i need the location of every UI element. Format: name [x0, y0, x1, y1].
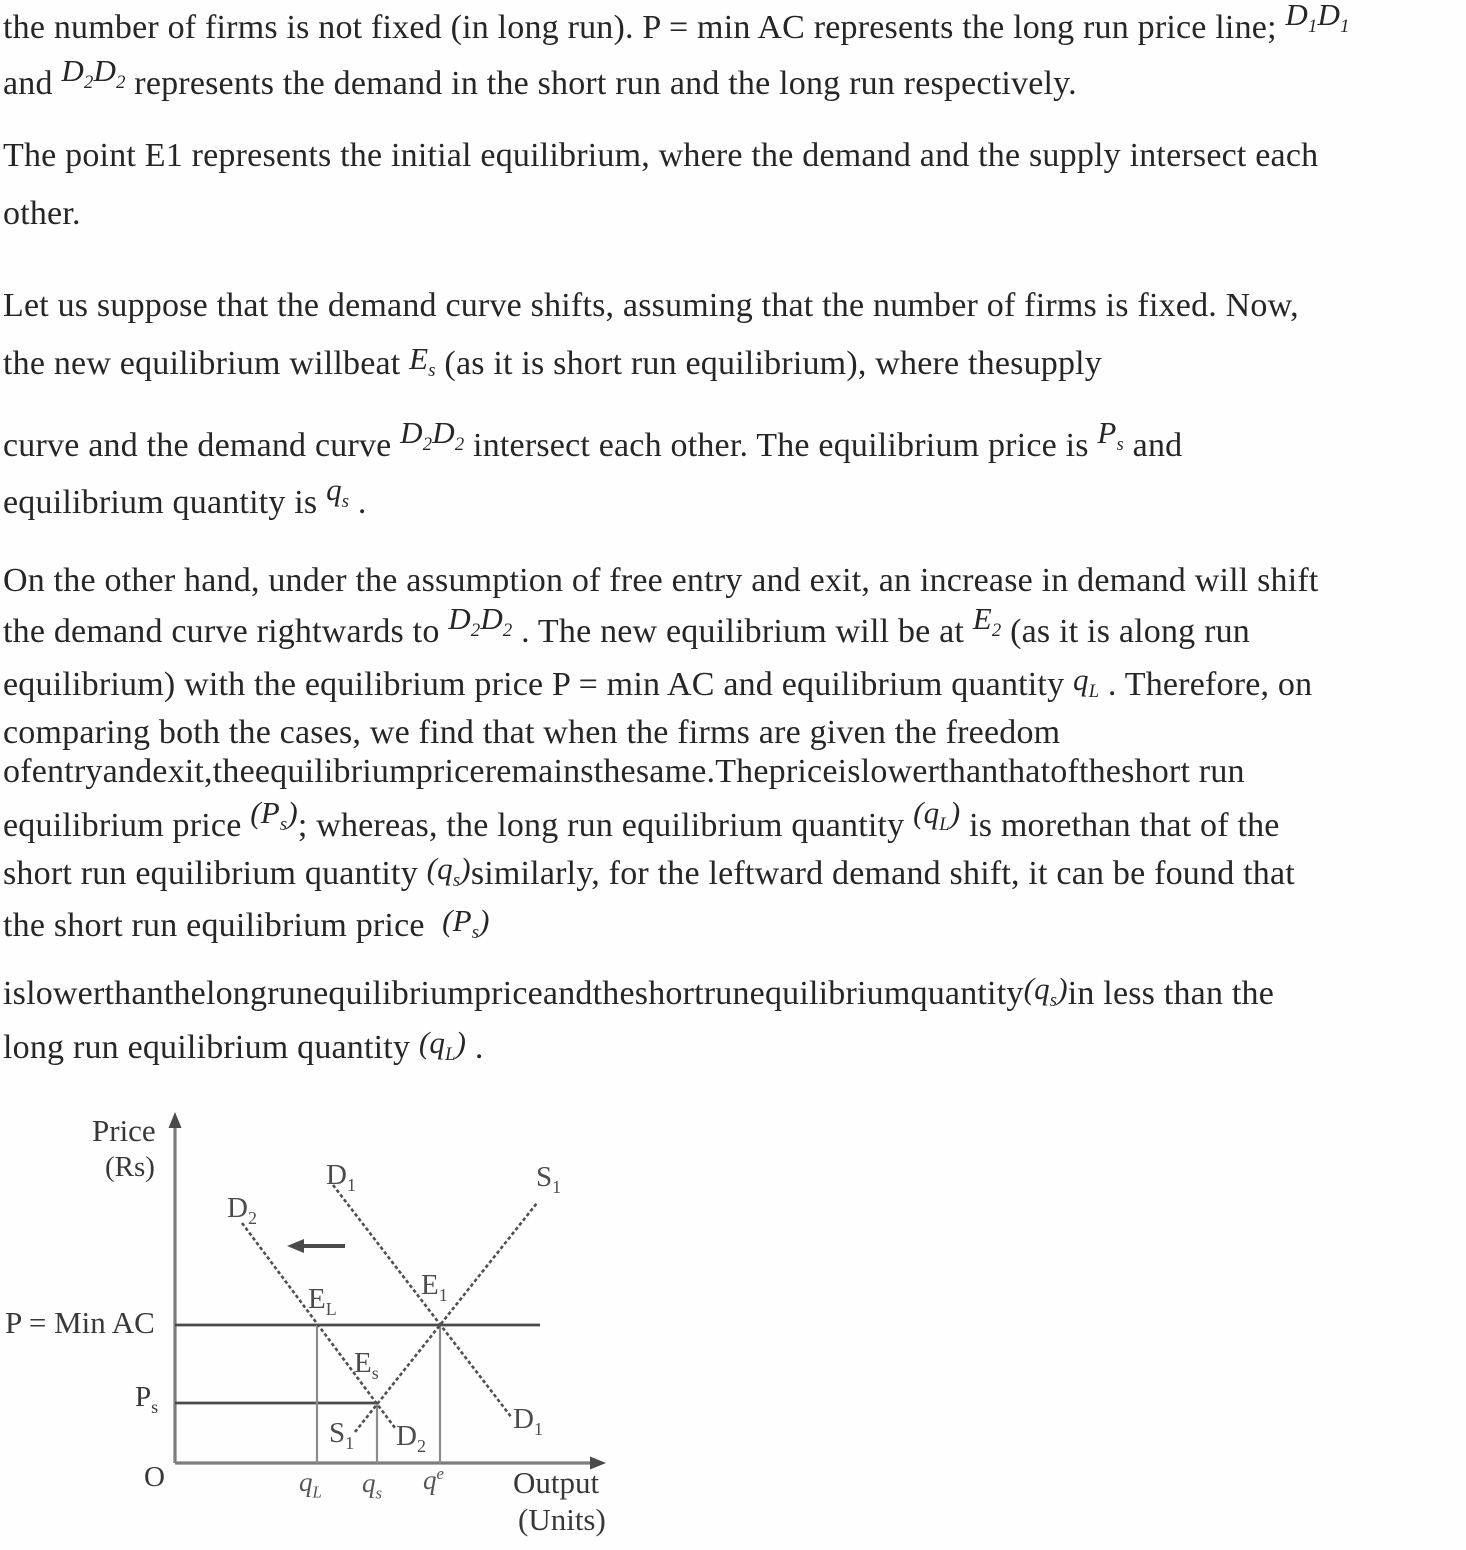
supply-curve-s1 — [355, 1203, 537, 1432]
text-line-15 — [3, 851, 1465, 897]
text-run: (as it is along run — [1001, 613, 1250, 650]
text-run: other. — [3, 195, 81, 232]
math-token-e2: $E_2$ — [972, 601, 1002, 642]
text-run: and — [1123, 427, 1183, 464]
math-token-ql-paren: $(q_L)$ — [418, 1025, 467, 1066]
text-line-5 — [3, 286, 1465, 326]
math-token-ps-paren: $(P_s)$ — [442, 903, 490, 944]
math-token-qs-paren: $(q_s)$ — [1023, 971, 1068, 1012]
text-run: and — [3, 65, 62, 102]
text-run: the number of firms is not fixed (in long run). P = min AC represents the long run price line; — [3, 9, 1286, 46]
math-token-d2d2: $D_2D_2$ — [448, 601, 513, 642]
text-line-6 — [3, 341, 1465, 387]
text-run: short run equilibrium quantity — [3, 855, 427, 892]
x-axis-unit: (Units) — [518, 1502, 606, 1537]
text-run: islowerthanthelongrunequilibriumpriceandtheshortrunequilibriumquantity — [3, 975, 1024, 1012]
text-line-17 — [3, 971, 1465, 1017]
text-line-4 — [3, 194, 1465, 234]
x-axis-title: Output — [513, 1465, 600, 1500]
text-line-11 — [3, 662, 1465, 708]
text-run: ofentryandexit,theequilibriumpriceremainsthesame.Thepriceislowerthanthatoftheshort run — [3, 753, 1245, 790]
text-line-16 — [3, 903, 1465, 949]
s1-top-label: $S_1$ — [536, 1161, 562, 1197]
text-run: . — [466, 1029, 484, 1066]
text-run: . Therefore, on — [1099, 666, 1313, 703]
text-run: The point E1 represents the initial equilibrium, where the demand and the supply intersect each — [3, 137, 1319, 174]
text-run: in less than the — [1067, 975, 1274, 1012]
d2-bottom-label: $D_2$ — [396, 1420, 426, 1456]
text-run: curve and the demand curve — [3, 427, 401, 464]
text-run: the demand curve rightwards to — [3, 613, 449, 650]
text-run: is morethan that of the — [960, 807, 1280, 844]
math-token-qs-paren: $(q_s)$ — [426, 851, 471, 892]
math-token-d2d2: $D_2D_2$ — [61, 53, 126, 94]
text-run: similarly, for the leftward demand shift, it can be found that — [470, 855, 1295, 892]
text-line-2 — [3, 53, 1465, 107]
text-line-8 — [3, 472, 1465, 526]
text-run: the new equilibrium willbeat — [3, 345, 410, 382]
text-line-3 — [3, 136, 1465, 176]
qe-tick-label: $q^e$ — [423, 1464, 444, 1495]
left-arrowhead-icon — [287, 1239, 304, 1253]
text-run: comparing both the cases, we find that when the firms are given the freedom — [3, 714, 1061, 751]
text-run: long run equilibrium quantity — [3, 1029, 419, 1066]
text-line-13 — [3, 752, 1465, 792]
text-run: Let us suppose that the demand curve shifts, assuming that the number of firms is fixed. Now, — [3, 287, 1299, 324]
el-point-label: $E_L$ — [308, 1283, 337, 1319]
text-run: . — [349, 484, 367, 521]
ps-axis-label: $P_s$ — [135, 1381, 159, 1417]
text-line-10 — [3, 601, 1465, 655]
math-token-ps-paren: $(P_s)$ — [250, 795, 298, 836]
math-token-d2d2: $D_2D_2$ — [400, 415, 465, 456]
d1-bottom-label: $D_1$ — [513, 1403, 543, 1439]
text-line-1 — [3, 0, 1465, 51]
e1-point-label: $E_1$ — [421, 1269, 448, 1305]
min-ac-label: P = Min AC — [5, 1305, 155, 1340]
qs-tick-label: $q_s$ — [362, 1468, 383, 1503]
equilibrium-diagram — [0, 1095, 660, 1550]
text-run: equilibrium quantity is — [3, 484, 327, 521]
text-line-7 — [3, 415, 1465, 469]
text-run: equilibrium price — [3, 807, 251, 844]
text-line-18 — [3, 1025, 1465, 1071]
text-run: (as it is short run equilibrium), where thesupply — [435, 345, 1103, 382]
origin-label: O — [144, 1461, 165, 1493]
y-axis-unit: (Rs) — [105, 1151, 155, 1183]
text-run: the short run equilibrium price — [3, 907, 443, 944]
math-token-ql: $q_L$ — [1072, 662, 1100, 703]
text-run: represents the demand in the short run and the long run respectively. — [125, 65, 1077, 102]
es-point-label: $E_s$ — [354, 1347, 379, 1383]
s1-bottom-label: $S_1$ — [329, 1417, 355, 1453]
text-run: . The new equilibrium will be at — [512, 613, 973, 650]
text-run: ; whereas, the long run equilibrium quantity — [297, 807, 914, 844]
math-token-ps: $P_s$ — [1097, 415, 1124, 456]
d1-top-label: $D_1$ — [326, 1159, 356, 1195]
text-line-14 — [3, 795, 1465, 849]
math-token-qs: $q_s$ — [326, 472, 350, 513]
math-token-ql-paren: $(q_L)$ — [913, 795, 961, 836]
text-run: equilibrium) with the equilibrium price P = min AC and equilibrium quantity — [3, 666, 1073, 703]
text-line-9 — [3, 561, 1465, 601]
math-token-es: $E_s$ — [409, 341, 436, 382]
math-token-d1d1: $D_1D_1$ — [1285, 0, 1350, 38]
text-line-12 — [3, 713, 1465, 753]
ql-tick-label: $q_L$ — [299, 1467, 322, 1502]
text-run: On the other hand, under the assumption of free entry and exit, an increase in demand will shift — [3, 562, 1319, 599]
d2-top-label: $D_2$ — [227, 1192, 257, 1228]
up-arrowhead-icon — [169, 1112, 182, 1128]
y-axis-title: Price — [92, 1113, 156, 1148]
text-run: intersect each other. The equilibrium price is — [464, 427, 1098, 464]
